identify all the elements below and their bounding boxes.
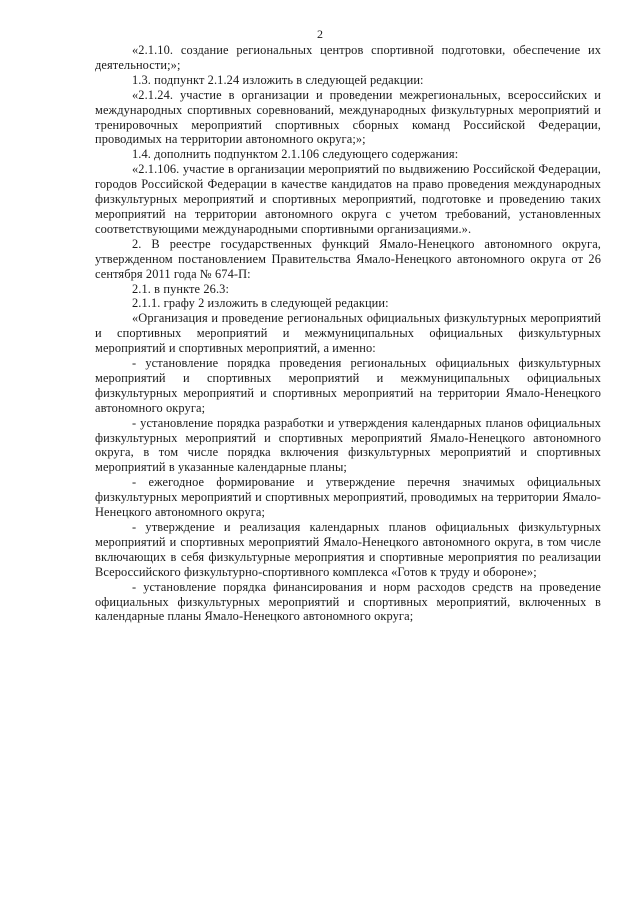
paragraph-2-1-10: «2.1.10. создание региональных центров спортивной подготовки, обеспечение их деятельности;»; bbox=[95, 43, 601, 72]
document-body bbox=[95, 43, 601, 624]
paragraph-1-4: 1.4. дополнить подпунктом 2.1.106 следующего содержания: bbox=[132, 147, 459, 162]
paragraph-1-3: 1.3. подпункт 2.1.24 изложить в следующей редакции: bbox=[132, 72, 424, 87]
paragraph-2-1-1: 2.1.1. графу 2 изложить в следующей редакции: bbox=[132, 296, 389, 311]
list-item-calendar-plans-procedure: - установление порядка разработки и утверждения календарных планов официальных физкультурных мероприятий и спортивных мероприятий Ямало-Ненецкого автономного округа, в том числе порядка включения физкультурных мероприятий и спортивных мероприятий в указанные календарные планы; bbox=[95, 415, 601, 475]
paragraph-2-1-24: «2.1.24. участие в организации и проведении межрегиональных, всероссийских и международных спортивных соревнований, международных физкультурных мероприятий и тренировочных мероприятий спортивных сборных команд Российской Федерации, проводимых на территории автономного округа;»; bbox=[95, 87, 601, 147]
page-number: 2 bbox=[317, 27, 323, 41]
paragraph-2-1-106: «2.1.106. участие в организации мероприятий по выдвижению Российской Федерации, городов Российской Федерации в качестве кандидатов на право проведения международных физкультурных мероприятий и спортивных мероприятий, подготовке и проведению таких мероприятий на территории автономного округа с учетом требований, установленных соответствующими международными спортивными организациями.». bbox=[95, 162, 601, 236]
list-item-financing: - установление порядка финансирования и норм расходов средств на проведение официальных физкультурных мероприятий и спортивных мероприятий, включенных в календарные планы Ямало-Ненецкого автономного округа; bbox=[95, 579, 601, 624]
list-item-annual-list: - ежегодное формирование и утверждение перечня значимых официальных физкультурных мероприятий и спортивных мероприятий, проводимых на территории Ямало-Ненецкого автономного округа; bbox=[95, 475, 601, 520]
list-item-procedure: - установление порядка проведения региональных официальных физкультурных мероприятий и спортивных мероприятий и межмуниципальных официальных физкультурных мероприятий и спортивных мероприятий на территории Ямало-Ненецкого автономного округа; bbox=[95, 356, 601, 415]
paragraph-2-1: 2.1. в пункте 26.3: bbox=[132, 281, 229, 296]
list-item-calendar-plans-approval: - утверждение и реализация календарных планов официальных физкультурных мероприятий и спортивных мероприятий Ямало-Ненецкого автономного округа, в том числе включающих в себя физкультурные мероприятия и спортивные мероприятия по реализации Всероссийского физкультурно-спортивного комплекса «Готов к труду и обороне»; bbox=[95, 520, 601, 579]
paragraph-2: 2. В реестре государственных функций Ямало-Ненецкого автономного округа, утвержденном постановлением Правительства Ямало-Ненецкого автономного округа от 26 сентября 2011 года № 674-П: bbox=[95, 236, 601, 281]
paragraph-organization-intro: «Организация и проведение региональных официальных физкультурных мероприятий и спортивных мероприятий и межмуниципальных официальных физкультурных мероприятий и спортивных мероприятий, а именно: bbox=[95, 311, 601, 356]
